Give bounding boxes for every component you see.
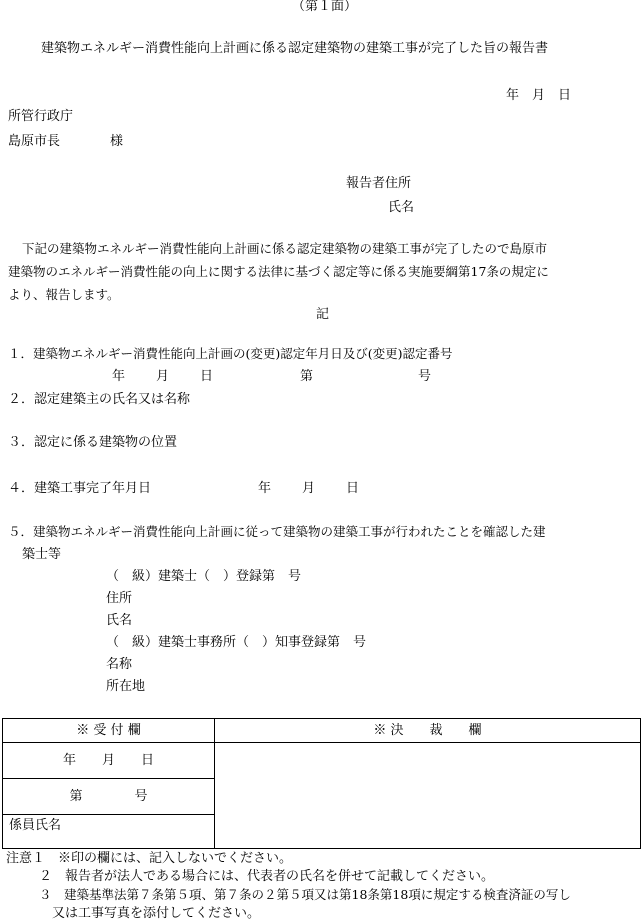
item-4-month: 月 [302,481,316,496]
ki-heading: 記 [316,307,330,322]
reception-decision-table [2,718,641,849]
page-label: （第１面） [292,0,358,14]
addressee-authority: 所管行政庁 [8,109,74,124]
item-5-label-line-2: 築士等 [22,547,62,562]
item-1-go: 号 [418,369,432,384]
reporter-address-label: 報告者住所 [346,176,412,191]
reception-number-cell: 第 号 [3,779,215,815]
clerk-name-cell: 係員氏名 [3,815,215,849]
decision-cell [215,743,641,849]
item-4-year: 年 [258,481,272,496]
office-registration: （ 級）建築士事務所（ ）知事登録第 号 [106,635,367,650]
item-2-label: ２．認定建築主の氏名又は名称 [8,392,191,407]
item-1-month: 月 [156,369,170,384]
office-name: 名称 [106,657,133,672]
note-3-line-1: ３ 建築基準法第７条第５項、第７条の２第５項又は第18条第18項に規定する検査済証の写し [39,887,571,902]
item-5-label-line-1: ５．建築物エネルギー消費性能向上計画に従って建築物の建築工事が行われたことを確認した建 [8,524,546,539]
reception-column-header: ※ 受 付 欄 [3,719,215,743]
decision-column-header: ※ 決 裁 欄 [215,719,641,743]
office-location: 所在地 [106,679,146,694]
addressee-honorific: 様 [110,134,124,149]
note-3-line-2: 又は工事写真を添付してください。 [52,906,261,921]
architect-address: 住所 [106,591,133,606]
body-line-3: より、報告します。 [8,287,120,302]
architect-name: 氏名 [106,613,133,628]
date-line: 年 月 日 [506,88,572,103]
item-3-label: ３．認定に係る建築物の位置 [8,435,178,450]
note-2: ２ 報告者が法人である場合には、代表者の氏名を併せて記載してください。 [39,869,495,884]
item-1-label: １．建築物エネルギー消費性能向上計画の(変更)認定年月日及び(変更)認定番号 [8,346,453,361]
addressee-mayor: 島原市長 [8,134,61,149]
item-1-year: 年 [112,369,126,384]
item-1-day: 日 [200,369,214,384]
body-line-2: 建築物のエネルギー消費性能の向上に関する法律に基づく認定等に係る実施要綱第17条の規定に [8,264,549,279]
reporter-name-label: 氏名 [388,200,415,215]
architect-registration: （ 級）建築士（ ）登録第 号 [106,569,302,584]
item-1-dai: 第 [300,369,314,384]
document-title: 建築物エネルギー消費性能向上計画に係る認定建築物の建築工事が完了した旨の報告書 [41,41,549,56]
item-4-label: ４．建築工事完了年月日 [8,481,152,496]
note-1: 注意１ ※印の欄には、記入しないでください。 [6,851,293,866]
body-line-1: 下記の建築物エネルギー消費性能向上計画に係る認定建築物の建築工事が完了したので島原市 [22,241,548,256]
item-4-day: 日 [346,481,360,496]
reception-date-cell: 年 月 日 [3,743,215,779]
